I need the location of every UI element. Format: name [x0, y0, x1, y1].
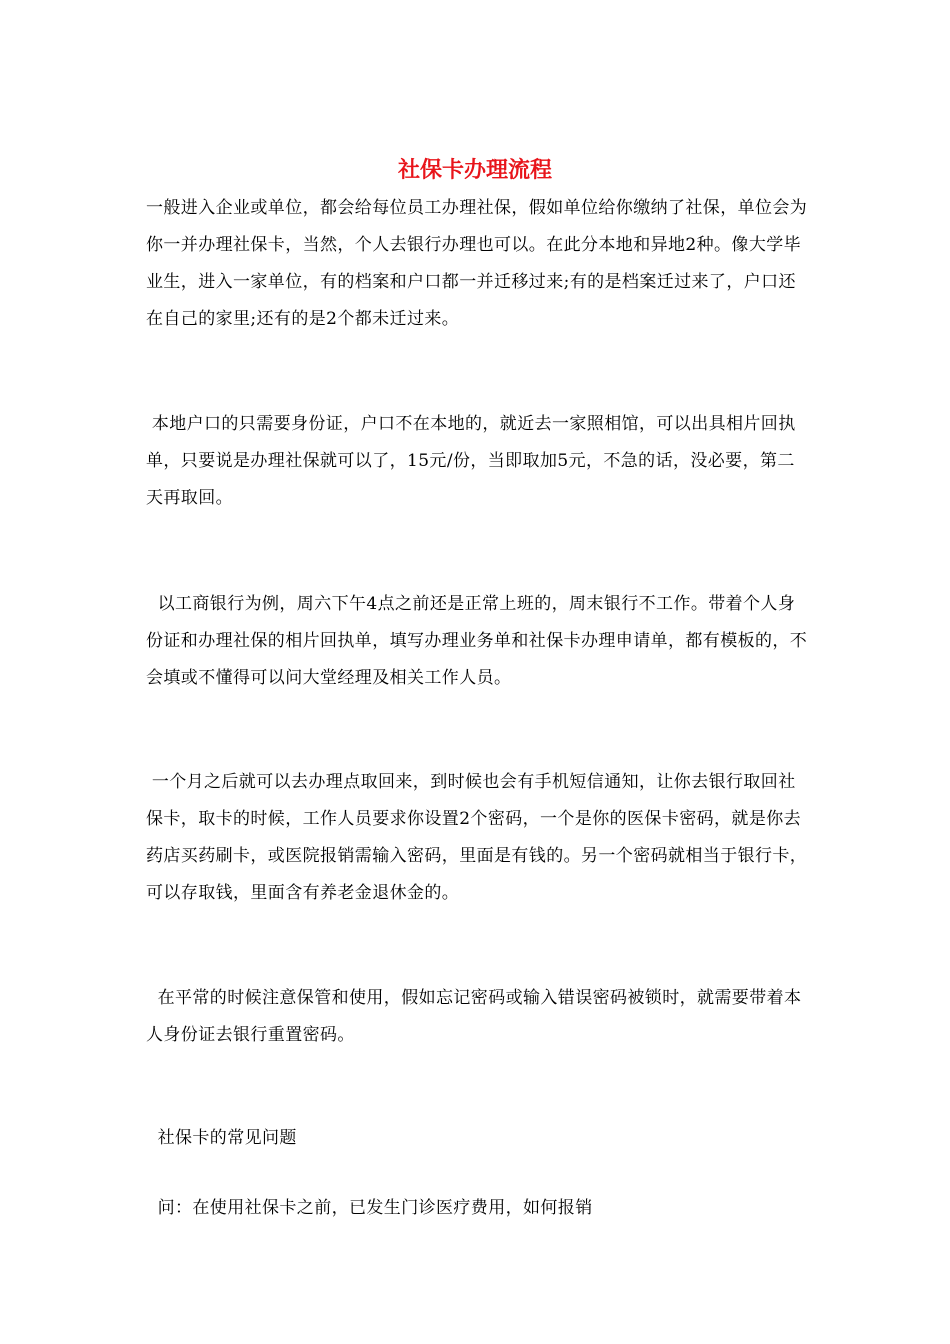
paragraph-bank-example: 以工商银行为例，周六下午4点之前还是正常上班的，周末银行不工作。带着个人身份证和办理社保的相片回执单，填写办理业务单和社保卡办理申请单，都有模板的，不会填或不懂得可以问大堂经理及相关工作人员。 [146, 594, 808, 688]
paragraph-intro: 一般进入企业或单位，都会给每位员工办理社保，假如单位给你缴纳了社保，单位会为你一并办理社保卡，当然，个人去银行办理也可以。在此分本地和异地2种。像大学毕业生，进入一家单位，有的档案和户口都一并迁移过来;有的是档案迁过来了，户口还在自己的家里;还有的是2个都未迁过来。 [146, 198, 808, 329]
paragraph-card-pickup: 一个月之后就可以去办理点取回来，到时候也会有手机短信通知，让你去银行取回社保卡，取卡的时候，工作人员要求你设置2个密码，一个是你的医保卡密码，就是你去药店买药刷卡，或医院报销需输入密码，里面是有钱的。另一个密码就相当于银行卡，可以存取钱，里面含有养老金退休金的。 [146, 772, 808, 903]
paragraph-local-hukou: 本地户口的只需要身份证，户口不在本地的，就近去一家照相馆，可以出具相片回执单，只要说是办理社保就可以了，15元/份，当即取加5元，不急的话，没必要，第二天再取回。 [146, 414, 796, 508]
paragraph-password-reset: 在平常的时候注意保管和使用，假如忘记密码或输入错误密码被锁时，就需要带着本人身份证去银行重置密码。 [146, 988, 802, 1045]
document-title: 社保卡办理流程 [397, 157, 552, 183]
section-heading-faq: 社保卡的常见问题 [146, 1128, 297, 1148]
faq-question: 问：在使用社保卡之前，已发生门诊医疗费用，如何报销 [146, 1198, 593, 1218]
